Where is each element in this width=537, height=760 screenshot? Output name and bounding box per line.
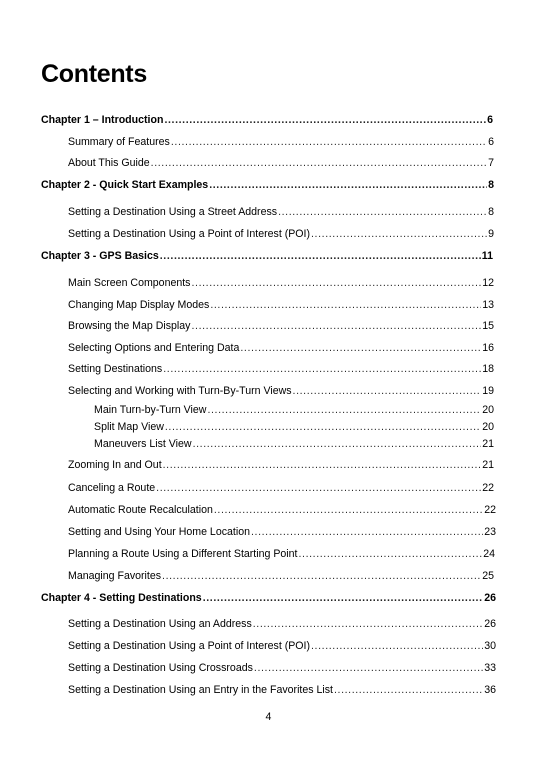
- dot-leader: [164, 113, 486, 127]
- toc-entry-page: 21: [482, 438, 494, 450]
- toc-entry-page: 15: [482, 320, 494, 332]
- toc-entry[interactable]: [68, 384, 494, 398]
- dot-leader: [334, 683, 483, 697]
- toc-entry-label: Chapter 1 – Introduction: [41, 114, 164, 126]
- toc-entry-chapter-1[interactable]: [41, 113, 493, 127]
- toc-entry-label: Setting a Destination Using an Address: [68, 618, 252, 630]
- toc-entry-label: Setting and Using Your Home Location: [68, 526, 250, 538]
- toc-entry-label: Managing Favorites: [68, 570, 162, 582]
- toc-entry-page: 19: [482, 385, 494, 397]
- toc-entry-page: 22: [484, 504, 496, 516]
- toc-entry[interactable]: [68, 227, 494, 241]
- dot-leader: [191, 276, 481, 290]
- dot-leader: [163, 362, 481, 376]
- page-title: Contents: [41, 60, 147, 88]
- dot-leader: [298, 547, 482, 561]
- toc-entry[interactable]: [68, 362, 494, 376]
- toc-entry-chapter-3[interactable]: [41, 249, 493, 263]
- dot-leader: [210, 298, 481, 312]
- toc-entry-page: 30: [484, 640, 496, 652]
- toc-entry-label: Selecting and Working with Turn-By-Turn Views: [68, 385, 292, 397]
- dot-leader: [191, 319, 481, 333]
- toc-entry-label: About This Guide: [68, 157, 150, 169]
- toc-entry-page: 36: [484, 684, 496, 696]
- toc-entry-label: Chapter 2 - Quick Start Examples: [41, 179, 209, 191]
- toc-entry[interactable]: [68, 569, 494, 583]
- toc-entry-label: Browsing the Map Display: [68, 320, 191, 332]
- toc-entry-label: Setting a Destination Using a Point of Interest (POI): [68, 228, 311, 240]
- toc-entry-page: 20: [482, 404, 494, 416]
- toc-entry-label: Canceling a Route: [68, 482, 156, 494]
- dot-leader: [207, 403, 481, 417]
- toc-entry[interactable]: [68, 276, 494, 290]
- dot-leader: [311, 639, 483, 653]
- toc-entry-page: 33: [484, 662, 496, 674]
- toc-entry-page: 6: [487, 114, 493, 126]
- toc-entry[interactable]: [94, 420, 494, 434]
- toc-entry[interactable]: [68, 525, 496, 539]
- toc-entry-label: Setting Destinations: [68, 363, 163, 375]
- toc-entry[interactable]: [68, 458, 494, 472]
- toc-entry-page: 9: [488, 228, 494, 240]
- toc-entry[interactable]: [68, 341, 494, 355]
- dot-leader: [253, 617, 483, 631]
- dot-leader: [240, 341, 481, 355]
- toc-entry-page: 20: [482, 421, 494, 433]
- toc-entry-page: 18: [482, 363, 494, 375]
- dot-leader: [162, 569, 481, 583]
- dot-leader: [160, 249, 481, 263]
- toc-entry-label: Automatic Route Recalculation: [68, 504, 213, 516]
- toc-entry-page: 22: [482, 482, 494, 494]
- toc-entry[interactable]: [68, 617, 496, 631]
- dot-leader: [251, 525, 483, 539]
- dot-leader: [193, 437, 482, 451]
- toc-entry[interactable]: [68, 205, 494, 219]
- toc-entry[interactable]: [68, 135, 494, 149]
- toc-entry-page: 7: [488, 157, 494, 169]
- page-number: 4: [265, 711, 272, 723]
- dot-leader: [209, 178, 487, 192]
- toc-entry-page: 13: [482, 299, 494, 311]
- toc-entry-label: Chapter 4 - Setting Destinations: [41, 592, 202, 604]
- toc-entry-page: 23: [484, 526, 496, 538]
- toc-entry-page: 26: [484, 618, 496, 630]
- toc-entry[interactable]: [68, 639, 496, 653]
- toc-entry[interactable]: [68, 319, 494, 333]
- dot-leader: [163, 458, 482, 472]
- toc-entry-label: Setting a Destination Using an Entry in the Favorites List: [68, 684, 333, 696]
- dot-leader: [214, 503, 483, 517]
- toc-entry-page: 8: [488, 206, 494, 218]
- toc-entry-page: 6: [488, 136, 494, 148]
- toc-entry-label: Split Map View: [94, 421, 164, 433]
- dot-leader: [311, 227, 487, 241]
- dot-leader: [151, 156, 487, 170]
- toc-entry-page: 11: [481, 250, 493, 262]
- dot-leader: [278, 205, 487, 219]
- toc-entry-label: Zooming In and Out: [68, 459, 162, 471]
- toc-entry-chapter-4[interactable]: [41, 591, 496, 605]
- toc-entry-label: Selecting Options and Entering Data: [68, 342, 240, 354]
- toc-entry-label: Main Screen Components: [68, 277, 191, 289]
- dot-leader: [203, 591, 484, 605]
- dot-leader: [171, 135, 487, 149]
- toc-entry-page: 21: [482, 459, 494, 471]
- toc-entry[interactable]: [94, 437, 494, 451]
- toc-entry[interactable]: [68, 503, 496, 517]
- dot-leader: [156, 481, 481, 495]
- toc-entry-chapter-2[interactable]: [41, 178, 494, 192]
- toc-entry-page: 26: [484, 592, 496, 604]
- toc-entry-page: 24: [483, 548, 495, 560]
- toc-entry-label: Maneuvers List View: [94, 438, 192, 450]
- toc-entry-label: Main Turn-by-Turn View: [94, 404, 207, 416]
- toc-entry-page: 12: [482, 277, 494, 289]
- toc-entry[interactable]: [68, 481, 494, 495]
- toc-entry-label: Planning a Route Using a Different Starting Point: [68, 548, 298, 560]
- toc-entry-page: 25: [482, 570, 494, 582]
- toc-entry-label: Setting a Destination Using Crossroads: [68, 662, 253, 674]
- dot-leader: [254, 661, 483, 675]
- toc-entry[interactable]: [68, 156, 494, 170]
- toc-entry[interactable]: [68, 661, 496, 675]
- toc-entry[interactable]: [68, 683, 496, 697]
- toc-entry-label: Changing Map Display Modes: [68, 299, 210, 311]
- dot-leader: [165, 420, 481, 434]
- toc-entry[interactable]: [68, 547, 495, 561]
- toc-entry-label: Setting a Destination Using a Point of Interest (POI): [68, 640, 311, 652]
- toc-entry-page: 16: [482, 342, 494, 354]
- toc-entry[interactable]: [68, 298, 494, 312]
- toc-entry[interactable]: [94, 403, 494, 417]
- toc-entry-page: 8: [488, 179, 494, 191]
- dot-leader: [293, 384, 482, 398]
- toc-entry-label: Chapter 3 - GPS Basics: [41, 250, 159, 262]
- toc-entry-label: Setting a Destination Using a Street Address: [68, 206, 278, 218]
- toc-entry-label: Summary of Features: [68, 136, 170, 148]
